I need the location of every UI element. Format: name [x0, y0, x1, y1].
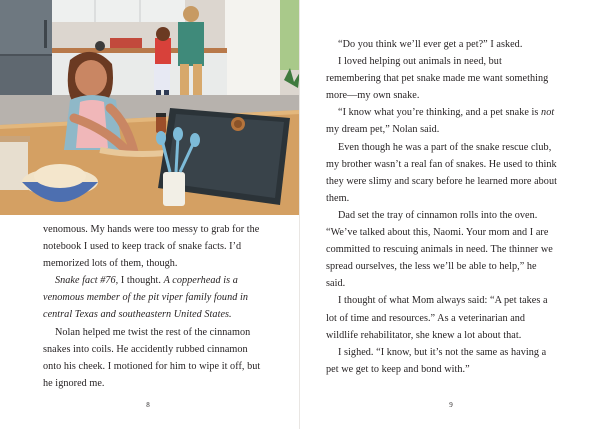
paragraph: I sighed. “I know, but it’s not the same as having a pet we get to keep and bond with.” — [326, 346, 547, 375]
paragraph-snake-fact: Snake fact #76, I thought. A copperhead is a venomous member of the pit viper family found in central Texas and southeastern United States. — [43, 275, 248, 321]
paragraph: Even though he was a part of the snake rescue club, my brother wasn’t a real fan of snakes. He used to think they were slimy and scary before he learned more about them. — [326, 141, 557, 204]
kitchen-illustration — [0, 0, 300, 215]
paragraph: Nolan helped me twist the rest of the cinnamon snakes into coils. He accidently rubbed cinnamon onto his cheek. I motioned for him to wipe it off, but he ignored me. — [43, 326, 261, 389]
paragraph: “I know what you’re thinking, and a pet snake is not my dream pet,” Nolan said. — [326, 107, 555, 136]
left-page-text — [43, 221, 266, 392]
cinnamon-jar-icon — [156, 113, 166, 133]
right-page-text — [326, 36, 558, 378]
paragraph: I loved helping out animals in need, but remembering that pet snake made me want something more—my own snake. — [326, 56, 549, 102]
paragraph: Dad set the tray of cinnamon rolls into the oven. “We’ve talked about this, Naomi. Your mom and I are committed to rescuing animals in need. The thinner we spread ourselves, the less we’ll be able to help,” he said. — [326, 209, 553, 290]
paragraph: venomous. My hands were too messy to grab for the notebook I used to keep track of snake facts. I’d memorized lots of them, though. — [43, 224, 260, 270]
right-page — [300, 0, 600, 429]
page-number: 8 — [146, 401, 150, 409]
page-number: 9 — [449, 401, 453, 409]
refrigerator-icon — [0, 0, 52, 110]
paragraph: “Do you think we’ll ever get a pet?” I asked. — [338, 39, 523, 50]
paragraph: I thought of what Mom always said: “A pet takes a lot of time and resources.” As a veterinarian and wildlife rehabilitator, she knew a lot about that. — [326, 295, 548, 341]
